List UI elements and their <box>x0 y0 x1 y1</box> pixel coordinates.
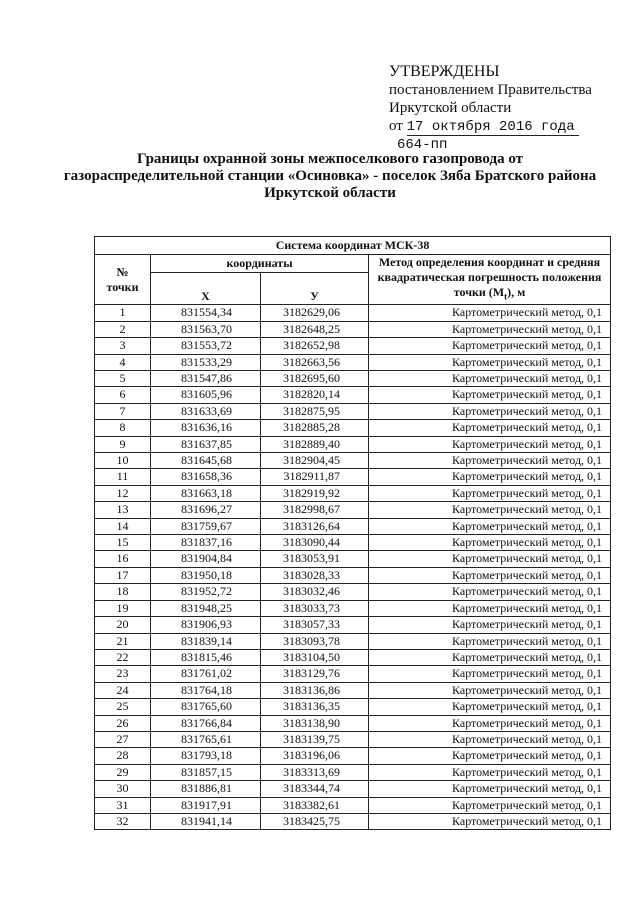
x-coordinate-cell: 831950,18 <box>151 567 261 583</box>
method-cell: Картометрический метод, 0,1 <box>369 797 611 813</box>
method-header-subscript: t <box>504 291 508 302</box>
point-number-cell: 16 <box>95 551 151 567</box>
point-number-cell: 23 <box>95 666 151 682</box>
x-coordinate-cell: 831658,36 <box>151 469 261 485</box>
y-coordinate-cell: 3183129,76 <box>261 666 369 682</box>
x-coordinate-cell: 831941,14 <box>151 813 261 829</box>
method-cell: Картометрический метод, 0,1 <box>369 502 611 518</box>
method-cell: Картометрический метод, 0,1 <box>369 420 611 436</box>
y-coordinate-cell: 3182919,92 <box>261 485 369 501</box>
x-coordinate-cell: 831904,84 <box>151 551 261 567</box>
point-number-cell: 14 <box>95 518 151 534</box>
table-row <box>95 502 611 518</box>
table-row <box>95 403 611 419</box>
x-coordinate-cell: 831815,46 <box>151 649 261 665</box>
y-coordinate-cell: 3182885,28 <box>261 420 369 436</box>
y-coordinate-cell: 3183313,69 <box>261 764 369 780</box>
y-coordinate-cell: 3183033,73 <box>261 600 369 616</box>
x-coordinate-cell: 831696,27 <box>151 502 261 518</box>
table-row <box>95 469 611 485</box>
x-coordinate-cell: 831761,02 <box>151 666 261 682</box>
point-number-cell: 18 <box>95 584 151 600</box>
point-number-cell: 2 <box>95 321 151 337</box>
y-coordinate-cell: 3182648,25 <box>261 321 369 337</box>
point-number-cell: 11 <box>95 469 151 485</box>
x-coordinate-cell: 831764,18 <box>151 682 261 698</box>
x-coordinate-cell: 831759,67 <box>151 518 261 534</box>
method-cell: Картометрический метод, 0,1 <box>369 813 611 829</box>
y-coordinate-cell: 3183028,33 <box>261 567 369 583</box>
approval-line-2: Иркутской области <box>389 100 512 116</box>
x-coordinate-cell: 831948,25 <box>151 600 261 616</box>
point-number-cell: 10 <box>95 453 151 469</box>
y-coordinate-cell: 3183057,33 <box>261 617 369 633</box>
point-number-cell: 21 <box>95 633 151 649</box>
approval-number: 664-пп <box>397 137 448 153</box>
approval-heading: УТВЕРЖДЕНЫ <box>389 63 500 80</box>
table-row <box>95 682 611 698</box>
method-cell: Картометрический метод, 0,1 <box>369 305 611 321</box>
x-coordinate-cell: 831645,68 <box>151 453 261 469</box>
approval-date-prefix: от <box>389 118 407 134</box>
table-row <box>95 731 611 747</box>
point-number-cell: 13 <box>95 502 151 518</box>
table-row <box>95 321 611 337</box>
method-cell: Картометрический метод, 0,1 <box>369 649 611 665</box>
method-cell: Картометрический метод, 0,1 <box>369 387 611 403</box>
table-row <box>95 649 611 665</box>
point-number-cell: 31 <box>95 797 151 813</box>
coordinates-header: координаты <box>151 255 369 273</box>
y-coordinate-cell: 3182695,60 <box>261 371 369 387</box>
y-coordinate-cell: 3183425,75 <box>261 813 369 829</box>
x-coordinate-cell: 831533,29 <box>151 354 261 370</box>
x-coordinate-cell: 831553,72 <box>151 338 261 354</box>
x-coordinate-cell: 831633,69 <box>151 403 261 419</box>
table-row <box>95 371 611 387</box>
y-coordinate-cell: 3183136,86 <box>261 682 369 698</box>
point-number-cell: 12 <box>95 485 151 501</box>
y-coordinate-cell: 3182652,98 <box>261 338 369 354</box>
method-cell: Картометрический метод, 0,1 <box>369 617 611 633</box>
table-row <box>95 699 611 715</box>
table-row <box>95 797 611 813</box>
point-number-cell: 30 <box>95 781 151 797</box>
y-coordinate-cell: 3182663,56 <box>261 354 369 370</box>
y-coordinate-cell: 3183138,90 <box>261 715 369 731</box>
y-coordinate-cell: 3182889,40 <box>261 436 369 452</box>
point-number-cell: 24 <box>95 682 151 698</box>
y-coordinate-cell: 3183196,06 <box>261 748 369 764</box>
y-coordinate-cell: 3183032,46 <box>261 584 369 600</box>
y-coordinate-cell: 3182911,87 <box>261 469 369 485</box>
x-coordinate-cell: 831839,14 <box>151 633 261 649</box>
approval-block <box>389 63 592 154</box>
point-number-cell: 20 <box>95 617 151 633</box>
point-number-cell: 29 <box>95 764 151 780</box>
x-coordinate-cell: 831886,81 <box>151 781 261 797</box>
x-coordinate-cell: 831765,60 <box>151 699 261 715</box>
method-cell: Картометрический метод, 0,1 <box>369 551 611 567</box>
table-row <box>95 420 611 436</box>
table-row <box>95 305 611 321</box>
x-coordinate-cell: 831663,18 <box>151 485 261 501</box>
method-cell: Картометрический метод, 0,1 <box>369 731 611 747</box>
y-coordinate-cell: 3182998,67 <box>261 502 369 518</box>
coordinates-table <box>94 236 611 830</box>
method-cell: Картометрический метод, 0,1 <box>369 781 611 797</box>
method-cell: Картометрический метод, 0,1 <box>369 453 611 469</box>
point-number-cell: 7 <box>95 403 151 419</box>
point-number-cell: 22 <box>95 649 151 665</box>
method-cell: Картометрический метод, 0,1 <box>369 633 611 649</box>
point-number-header-top: № <box>116 264 129 279</box>
point-number-cell: 32 <box>95 813 151 829</box>
method-cell: Картометрический метод, 0,1 <box>369 518 611 534</box>
document-title: Границы охранной зоны межпоселкового газопровода от газораспределительной станции «Осиновка» - поселок Зяба Братского района Иркутской области <box>63 151 597 201</box>
method-cell: Картометрический метод, 0,1 <box>369 469 611 485</box>
method-cell: Картометрический метод, 0,1 <box>369 584 611 600</box>
method-cell: Картометрический метод, 0,1 <box>369 535 611 551</box>
x-coordinate-cell: 831793,18 <box>151 748 261 764</box>
y-coordinate-cell: 3183104,50 <box>261 649 369 665</box>
table-row <box>95 453 611 469</box>
y-coordinate-cell: 3183139,75 <box>261 731 369 747</box>
table-row <box>95 617 611 633</box>
table-row <box>95 633 611 649</box>
table-row <box>95 781 611 797</box>
x-coordinate-cell: 831605,96 <box>151 387 261 403</box>
method-cell: Картометрический метод, 0,1 <box>369 403 611 419</box>
table-row <box>95 436 611 452</box>
table-row <box>95 584 611 600</box>
method-cell: Картометрический метод, 0,1 <box>369 699 611 715</box>
point-number-header-bottom: точки <box>106 279 139 294</box>
method-cell: Картометрический метод, 0,1 <box>369 764 611 780</box>
y-coordinate-cell: 3183126,64 <box>261 518 369 534</box>
table-row <box>95 354 611 370</box>
point-number-header <box>95 255 151 305</box>
point-number-cell: 5 <box>95 371 151 387</box>
method-cell: Картометрический метод, 0,1 <box>369 682 611 698</box>
method-cell: Картометрический метод, 0,1 <box>369 485 611 501</box>
table-row <box>95 748 611 764</box>
approval-date-line <box>389 117 592 136</box>
y-coordinate-cell: 3183053,91 <box>261 551 369 567</box>
table-row <box>95 600 611 616</box>
x-coordinate-cell: 831765,61 <box>151 731 261 747</box>
point-number-cell: 27 <box>95 731 151 747</box>
y-coordinate-cell: 3182820,14 <box>261 387 369 403</box>
point-number-cell: 26 <box>95 715 151 731</box>
method-cell: Картометрический метод, 0,1 <box>369 600 611 616</box>
x-coordinate-cell: 831952,72 <box>151 584 261 600</box>
point-number-cell: 19 <box>95 600 151 616</box>
point-number-cell: 9 <box>95 436 151 452</box>
point-number-cell: 4 <box>95 354 151 370</box>
method-cell: Картометрический метод, 0,1 <box>369 666 611 682</box>
x-coordinate-cell: 831554,34 <box>151 305 261 321</box>
method-cell: Картометрический метод, 0,1 <box>369 567 611 583</box>
method-cell: Картометрический метод, 0,1 <box>369 354 611 370</box>
y-coordinate-cell: 3182875,95 <box>261 403 369 419</box>
y-coordinate-cell: 3183093,78 <box>261 633 369 649</box>
table-row <box>95 518 611 534</box>
approval-date-value: 17 октября 2016 года <box>407 120 579 136</box>
y-coordinate-cell: 3183344,74 <box>261 781 369 797</box>
table-row <box>95 338 611 354</box>
y-coordinate-cell: 3183136,35 <box>261 699 369 715</box>
y-coordinate-cell: 3182904,45 <box>261 453 369 469</box>
table-row <box>95 551 611 567</box>
point-number-cell: 8 <box>95 420 151 436</box>
method-cell: Картометрический метод, 0,1 <box>369 436 611 452</box>
method-header-text: Метод определения координат и средняя квадратическая погрешность положения точки (M <box>377 255 602 299</box>
table-row <box>95 666 611 682</box>
y-header: У <box>261 273 369 305</box>
point-number-cell: 6 <box>95 387 151 403</box>
method-cell: Картометрический метод, 0,1 <box>369 338 611 354</box>
table-row <box>95 813 611 829</box>
y-coordinate-cell: 3182629,06 <box>261 305 369 321</box>
x-coordinate-cell: 831837,16 <box>151 535 261 551</box>
x-header: Х <box>151 273 261 305</box>
x-coordinate-cell: 831766,84 <box>151 715 261 731</box>
y-coordinate-cell: 3183382,61 <box>261 797 369 813</box>
table-row <box>95 567 611 583</box>
table-row <box>95 764 611 780</box>
x-coordinate-cell: 831857,15 <box>151 764 261 780</box>
x-coordinate-cell: 831563,70 <box>151 321 261 337</box>
table-row <box>95 535 611 551</box>
table-row <box>95 387 611 403</box>
point-number-cell: 25 <box>95 699 151 715</box>
point-number-cell: 17 <box>95 567 151 583</box>
method-cell: Картометрический метод, 0,1 <box>369 321 611 337</box>
x-coordinate-cell: 831906,93 <box>151 617 261 633</box>
x-coordinate-cell: 831636,16 <box>151 420 261 436</box>
y-coordinate-cell: 3183090,44 <box>261 535 369 551</box>
method-cell: Картометрический метод, 0,1 <box>369 715 611 731</box>
x-coordinate-cell: 831637,85 <box>151 436 261 452</box>
x-coordinate-cell: 831917,91 <box>151 797 261 813</box>
point-number-cell: 28 <box>95 748 151 764</box>
point-number-cell: 3 <box>95 338 151 354</box>
table-row <box>95 715 611 731</box>
approval-line-1: постановлением Правительства <box>389 82 592 98</box>
point-number-cell: 1 <box>95 305 151 321</box>
method-header <box>369 255 611 305</box>
method-cell: Картометрический метод, 0,1 <box>369 371 611 387</box>
method-cell: Картометрический метод, 0,1 <box>369 748 611 764</box>
point-number-cell: 15 <box>95 535 151 551</box>
x-coordinate-cell: 831547,86 <box>151 371 261 387</box>
coordinate-system-header: Система координат МСК-38 <box>95 237 611 255</box>
table-row <box>95 485 611 501</box>
method-header-end: ), м <box>507 285 526 299</box>
